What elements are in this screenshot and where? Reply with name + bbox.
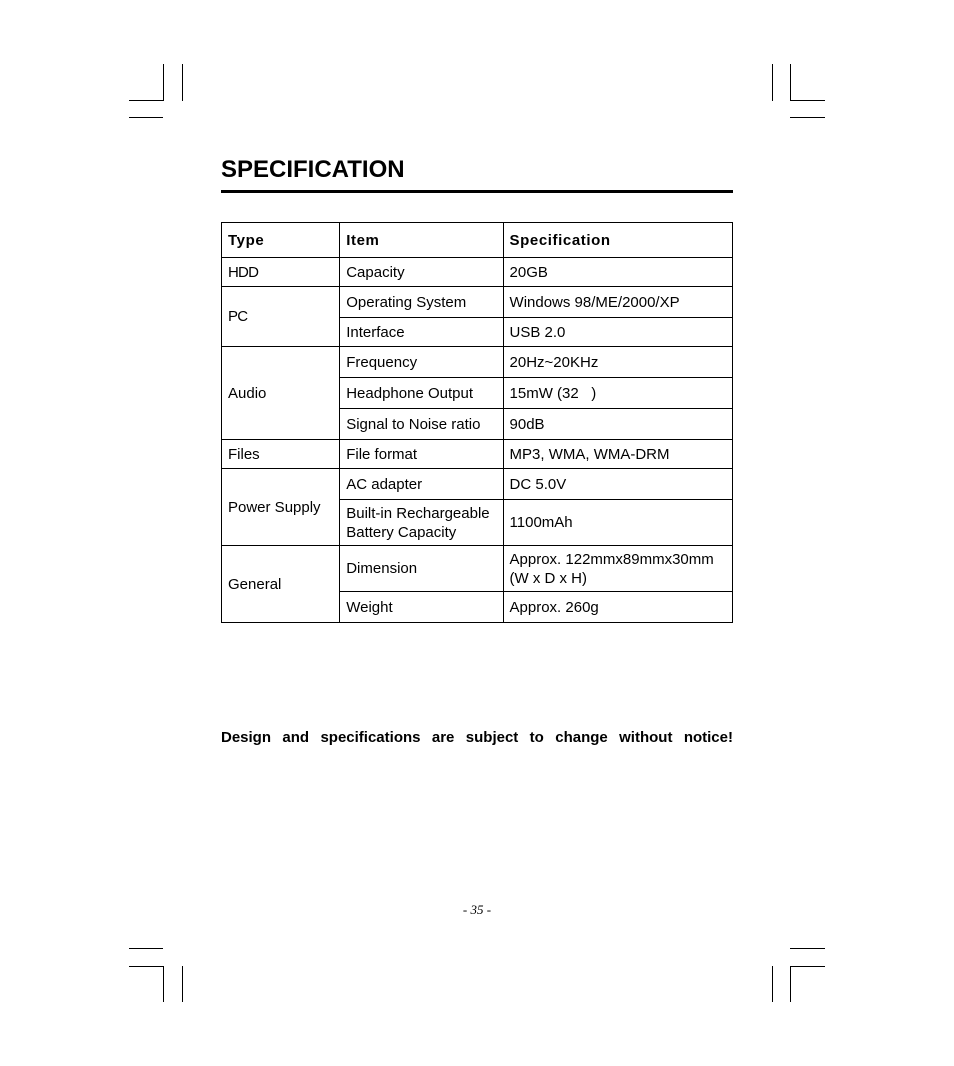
spec-line: Approx. 122mmx89mmx30mm: [509, 550, 714, 568]
spec-cell: Approx. 260g: [503, 592, 732, 623]
item-cell: File format: [340, 440, 503, 469]
item-line: Built-in Rechargeable: [346, 504, 490, 522]
item-cell: Headphone Output: [340, 378, 503, 409]
spec-cell: 20Hz~20KHz: [503, 347, 732, 378]
item-line: Battery Capacity: [346, 523, 457, 541]
item-cell: Weight: [340, 592, 503, 623]
spec-cell: 1100mAh: [503, 500, 732, 546]
header-type: Type: [222, 223, 340, 258]
type-cell: Power Supply: [222, 469, 340, 546]
table-row: [222, 546, 733, 592]
specification-table: [221, 222, 733, 623]
type-cell: General: [222, 546, 340, 623]
page-title: SPECIFICATION: [221, 156, 405, 183]
spec-cell: 15mW (32 ): [503, 378, 732, 409]
header-specification: Specification: [503, 223, 732, 258]
spec-line: (W x D x H): [509, 569, 588, 587]
type-cell: HDD: [222, 258, 340, 287]
table-row: [222, 258, 733, 287]
spec-cell: DC 5.0V: [503, 469, 732, 500]
table-row: [222, 440, 733, 469]
spec-cell: [503, 546, 732, 592]
spec-cell: MP3, WMA, WMA-DRM: [503, 440, 732, 469]
item-cell: Interface: [340, 318, 503, 347]
item-cell: [340, 500, 503, 546]
item-cell: Signal to Noise ratio: [340, 409, 503, 440]
spec-cell: 20GB: [503, 258, 732, 287]
type-cell: PC: [222, 287, 340, 347]
spec-cell: Windows 98/ME/2000/XP: [503, 287, 732, 318]
table-header-row: [222, 223, 733, 258]
table-row: [222, 347, 733, 378]
page-number: - 35 -: [462, 902, 492, 917]
item-cell: Frequency: [340, 347, 503, 378]
item-cell: Operating System: [340, 287, 503, 318]
title-rule: [221, 190, 733, 193]
item-cell: AC adapter: [340, 469, 503, 500]
change-notice: Design and specifications are subject to change without notice!: [221, 729, 733, 746]
item-cell: Capacity: [340, 258, 503, 287]
item-cell: Dimension: [340, 546, 503, 592]
table-row: [222, 287, 733, 318]
table-row: [222, 469, 733, 500]
header-item: Item: [340, 223, 503, 258]
type-cell: Audio: [222, 347, 340, 440]
spec-cell: USB 2.0: [503, 318, 732, 347]
spec-cell: 90dB: [503, 409, 732, 440]
type-cell: Files: [222, 440, 340, 469]
